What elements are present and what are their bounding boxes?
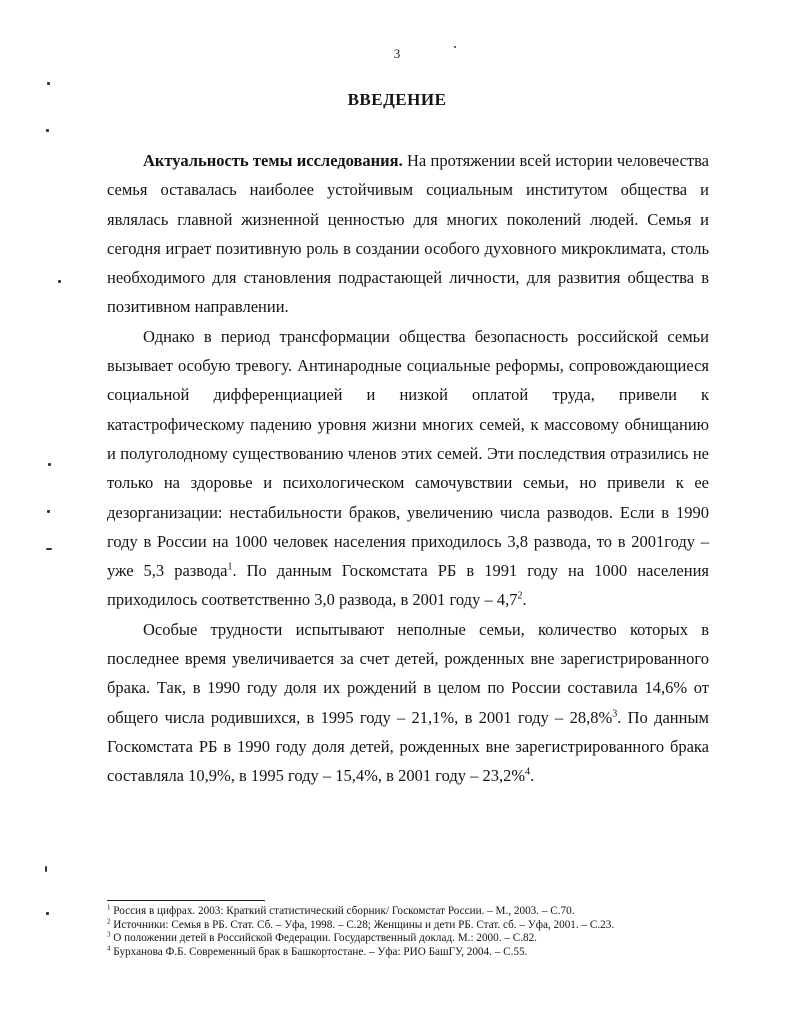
- relevance-heading: Актуальность темы исследования.: [143, 151, 403, 170]
- paragraph-relevance: [107, 146, 709, 322]
- scan-speck: [46, 548, 52, 550]
- footnote: [107, 916, 709, 933]
- paragraph-single-parent: [107, 615, 709, 791]
- paragraph-text: .: [530, 766, 535, 786]
- paragraph-text: На протяжении всей истории человечества семья оставалась наиболее устойчивым социальным институтом общества и являлась главной жизненной ценностью для многих поколений людей. Семья и сегодня играет позитивную роль в создании особого духовного микроклимата, столь необходимого для становления подрастающей личности, для развития общества в позитивном направлении.: [107, 151, 710, 317]
- footnote-number: 1: [107, 903, 111, 912]
- footnote-number: 2: [107, 916, 111, 925]
- scan-speck: [47, 510, 50, 513]
- footnote-ref: 3: [612, 708, 618, 720]
- paragraph-text: . По данным Госкомстата РБ в 1991 году на 1000 населения приходилось соответственно 3,0 развода, в 2001 году – 4,7: [107, 561, 709, 610]
- scan-speck: [58, 280, 61, 283]
- footnote: [107, 905, 709, 919]
- footnote-ref: 1: [227, 561, 233, 573]
- paragraph-text: .: [522, 590, 527, 610]
- footnote-text: Бурханова Ф.Б. Современный брак в Башкортостане. – Уфа: РИО БашГУ, 2004. – С.55.: [110, 945, 528, 958]
- footnote-text: Россия в цифрах. 2003: Краткий статистический сборник/ Госкомстат России. – М., 2003. – С.70.: [110, 905, 575, 917]
- scan-speck: [454, 46, 456, 48]
- paragraph-text: . По данным Госкомстата РБ в 1990 году доля детей, рожденных вне зарегистрированного брака составляла 10,9%, в 1995 году – 15,4%, в 2001 году – 23,2%: [107, 707, 709, 786]
- footnote-number: 4: [107, 944, 111, 953]
- footnote-text: Источники: Семья в РБ. Стат. Сб. – Уфа, 1998. – С.28; Женщины и дети РБ. Стат. сб. – Уфа, 2001. – С.23.: [110, 918, 615, 931]
- paragraph-text: Особые трудности испытывают неполные семьи, количество которых в последнее время увеличивается за счет детей, рожденных вне зарегистрированного брака. Так, в 1990 году доля их рождений в целом по России составила 14,6% от общего числа родившихся, в 1995 году – 21,1%, в 2001 году – 28,8%: [107, 619, 709, 727]
- page-number: 3: [393, 46, 401, 61]
- footnote-ref: 2: [517, 590, 523, 602]
- scan-speck: [48, 463, 51, 466]
- footnotes: [107, 905, 709, 959]
- footnote-number: 3: [107, 930, 111, 939]
- footnote: [107, 946, 709, 960]
- scan-speck: [45, 866, 47, 872]
- footnote: [107, 932, 709, 946]
- footnote-divider: [107, 900, 265, 901]
- footnote-ref: 4: [525, 766, 531, 778]
- scan-speck: [47, 82, 50, 85]
- paragraph-text: Однако в период трансформации общества безопасность российской семьи вызывает особую тревогу. Антинародные социальные реформы, сопровождающиеся социальной дифференциацией и низкой оплатой труда, привели к катастрофическому падению уровня жизни многих семей, к массовому обнищанию и полуголодному существованию членов этих семей. Эти последствия отразились не только на здоровье и психологическом самочувствии семьи, но привели к ее дезорганизации: нестабильности браков, увеличению числа разводов. Если в 1990 году в России на 1000 человек населения приходилось 3,8 развода, то в 2001году – уже 5,3 развода: [107, 326, 709, 581]
- footnote-text: О положении детей в Российской Федерации. Государственный доклад. М.: 2000. – С.82.: [110, 932, 537, 945]
- paragraph-transformation: [107, 322, 709, 615]
- scan-speck: [46, 129, 49, 132]
- page-title: ВВЕДЕНИЕ: [347, 90, 447, 109]
- body-text: [107, 146, 709, 791]
- scan-speck: [46, 912, 49, 915]
